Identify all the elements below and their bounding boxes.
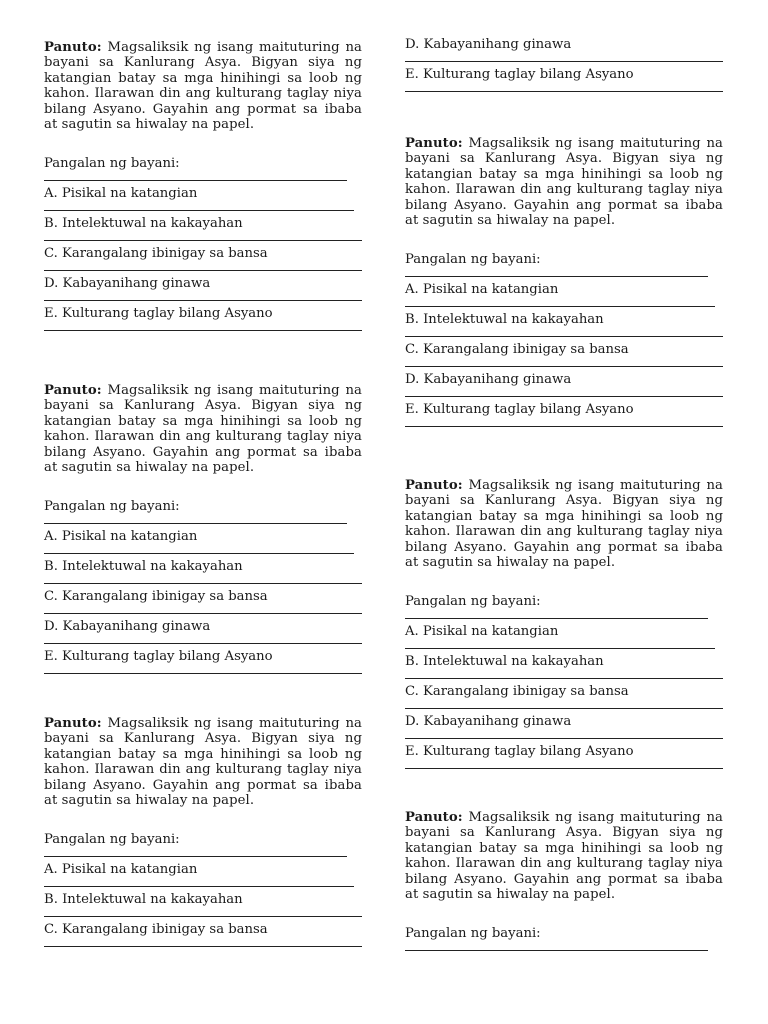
answer-line: [405, 61, 723, 62]
item-intellectual: B. Intelektuwal na kakayahan: [44, 559, 243, 575]
worksheet-block: [405, 136, 723, 427]
item-physical: A. Pisikal na katangian: [44, 862, 198, 878]
answer-line: [44, 300, 362, 301]
item-physical: A. Pisikal na katangian: [44, 186, 198, 202]
worksheet-block: [44, 40, 362, 331]
worksheet-block-continued: [405, 32, 723, 92]
instruction-label: Panuto:: [405, 810, 463, 825]
item-heroism: D. Kabayanihang ginawa: [44, 619, 211, 635]
item-physical: A. Pisikal na katangian: [405, 282, 559, 298]
instruction-label: Panuto:: [405, 136, 463, 151]
hero-name-label: Pangalan ng bayani:: [44, 832, 180, 848]
item-culture: E. Kulturang taglay bilang Asyano: [405, 402, 634, 418]
answer-line: [405, 91, 723, 92]
item-culture: E. Kulturang taglay bilang Asyano: [405, 67, 634, 82]
answer-line: [44, 643, 362, 644]
answer-line: [405, 306, 715, 307]
instruction-label: Panuto:: [44, 40, 102, 55]
answer-line: [44, 673, 362, 674]
answer-line: [44, 886, 354, 887]
hero-name-line: [405, 618, 708, 619]
instruction-label: Panuto:: [44, 716, 102, 731]
answer-line: [44, 210, 354, 211]
hero-name-line: [405, 276, 708, 277]
instruction-paragraph: [44, 40, 362, 132]
worksheet-block: [405, 810, 723, 951]
hero-name-label: Pangalan ng bayani:: [405, 252, 541, 268]
answer-line: [44, 916, 362, 917]
hero-name-label: Pangalan ng bayani:: [405, 926, 541, 942]
item-intellectual: B. Intelektuwal na kakayahan: [405, 312, 604, 328]
item-honor: C. Karangalang ibinigay sa bansa: [44, 246, 268, 262]
instruction-label: Panuto:: [405, 478, 463, 493]
instruction-paragraph: [44, 383, 362, 475]
item-intellectual: B. Intelektuwal na kakayahan: [405, 654, 604, 670]
instruction-text: Magsaliksik ng isang maituturing na bayani sa Kanlurang Asya. Bigyan siya ng katangian batay sa mga hinihingi sa loob ng kahon. Ilarawan din ang kulturang taglay niya bilang Asyano. Gayahin ang pormat sa ibaba at sagutin sa hiwalay na papel.: [405, 810, 724, 903]
hero-name-line: [405, 950, 708, 951]
item-physical: A. Pisikal na katangian: [405, 624, 559, 640]
instruction-text: Magsaliksik ng isang maituturing na bayani sa Kanlurang Asya. Bigyan siya ng katangian batay sa mga hinihingi sa loob ng kahon. Ilarawan din ang kulturang taglay niya bilang Asyano. Gayahin ang pormat sa ibaba at sagutin sa hiwalay na papel.: [44, 383, 363, 476]
item-heroism: D. Kabayanihang ginawa: [44, 276, 211, 292]
instruction-text: Magsaliksik ng isang maituturing na bayani sa Kanlurang Asya. Bigyan siya ng katangian batay sa mga hinihingi sa loob ng kahon. Ilarawan din ang kulturang taglay niya bilang Asyano. Gayahin ang pormat sa ibaba at sagutin sa hiwalay na papel.: [405, 136, 724, 229]
item-intellectual: B. Intelektuwal na kakayahan: [44, 216, 243, 232]
item-culture: E. Kulturang taglay bilang Asyano: [44, 306, 273, 322]
answer-line: [405, 708, 723, 709]
hero-name-line: [44, 856, 347, 857]
worksheet-block: [44, 383, 362, 674]
worksheet-block: [405, 478, 723, 769]
item-honor: C. Karangalang ibinigay sa bansa: [405, 342, 629, 358]
instruction-paragraph: [405, 136, 723, 228]
answer-line: [405, 648, 715, 649]
item-culture: E. Kulturang taglay bilang Asyano: [44, 649, 273, 665]
answer-line: [44, 270, 362, 271]
worksheet-block: [44, 716, 362, 947]
answer-line: [44, 583, 362, 584]
answer-line: [44, 946, 362, 947]
item-intellectual: B. Intelektuwal na kakayahan: [44, 892, 243, 908]
answer-line: [44, 553, 354, 554]
instruction-paragraph: [44, 716, 362, 808]
instruction-label: Panuto:: [44, 383, 102, 398]
item-heroism: D. Kabayanihang ginawa: [405, 37, 572, 52]
answer-line: [405, 426, 723, 427]
hero-name-line: [44, 180, 347, 181]
item-culture: E. Kulturang taglay bilang Asyano: [405, 744, 634, 760]
item-heroism: D. Kabayanihang ginawa: [405, 714, 572, 730]
answer-line: [405, 678, 723, 679]
answer-line: [44, 240, 362, 241]
instruction-text: Magsaliksik ng isang maituturing na bayani sa Kanlurang Asya. Bigyan siya ng katangian batay sa mga hinihingi sa loob ng kahon. Ilarawan din ang kulturang taglay niya bilang Asyano. Gayahin ang pormat sa ibaba at sagutin sa hiwalay na papel.: [405, 478, 724, 571]
item-heroism: D. Kabayanihang ginawa: [405, 372, 572, 388]
item-physical: A. Pisikal na katangian: [44, 529, 198, 545]
answer-line: [405, 336, 723, 337]
answer-line: [44, 613, 362, 614]
item-honor: C. Karangalang ibinigay sa bansa: [44, 589, 268, 605]
hero-name-label: Pangalan ng bayani:: [44, 499, 180, 515]
answer-line: [405, 738, 723, 739]
answer-line: [405, 366, 723, 367]
instruction-text: Magsaliksik ng isang maituturing na bayani sa Kanlurang Asya. Bigyan siya ng katangian batay sa mga hinihingi sa loob ng kahon. Ilarawan din ang kulturang taglay niya bilang Asyano. Gayahin ang pormat sa ibaba at sagutin sa hiwalay na papel.: [44, 40, 363, 133]
instruction-text: Magsaliksik ng isang maituturing na bayani sa Kanlurang Asya. Bigyan siya ng katangian batay sa mga hinihingi sa loob ng kahon. Ilarawan din ang kulturang taglay niya bilang Asyano. Gayahin ang pormat sa ibaba at sagutin sa hiwalay na papel.: [44, 716, 363, 809]
instruction-paragraph: [405, 810, 723, 902]
hero-name-label: Pangalan ng bayani:: [405, 594, 541, 610]
instruction-paragraph: [405, 478, 723, 570]
hero-name-label: Pangalan ng bayani:: [44, 156, 180, 172]
answer-line: [44, 330, 362, 331]
answer-line: [405, 396, 723, 397]
hero-name-line: [44, 523, 347, 524]
item-honor: C. Karangalang ibinigay sa bansa: [405, 684, 629, 700]
answer-line: [405, 768, 723, 769]
item-honor: C. Karangalang ibinigay sa bansa: [44, 922, 268, 938]
